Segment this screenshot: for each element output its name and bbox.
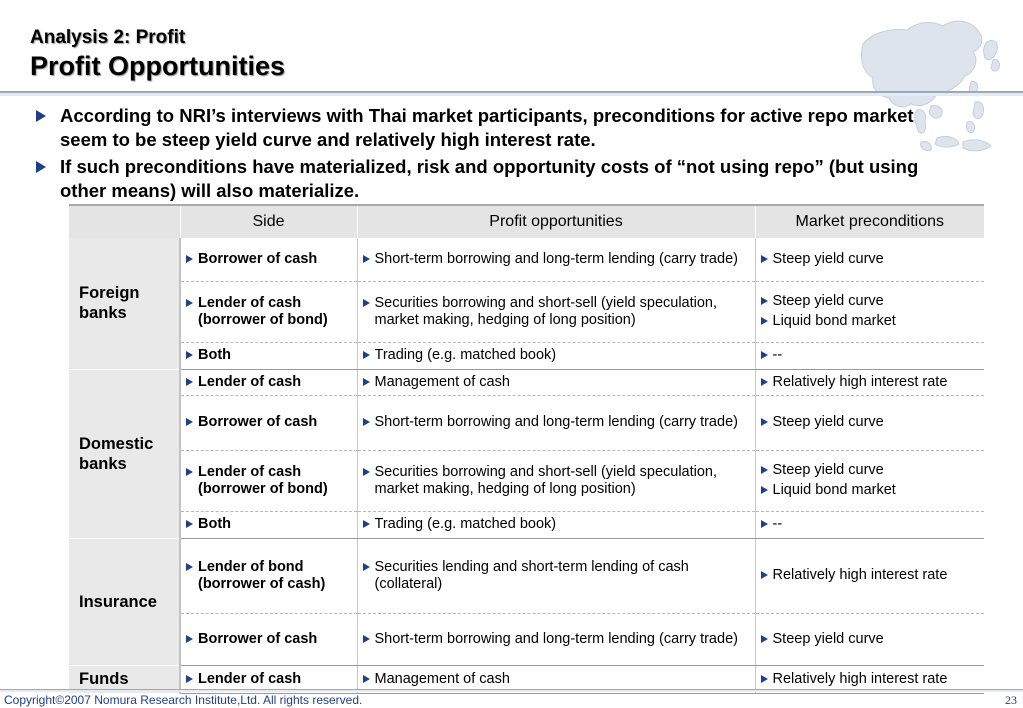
- precondition-text: Steep yield curve: [761, 462, 979, 479]
- side-cell: [180, 450, 357, 511]
- profit-opportunities-table: [69, 204, 984, 694]
- side-cell: [180, 538, 357, 613]
- profit-text: Management of cash: [363, 374, 749, 391]
- group-domestic-banks: Domestic banks: [69, 369, 180, 538]
- bullet-list: [36, 104, 926, 206]
- profit-text: Securities borrowing and short-sell (yield speculation, market making, hedging of long position): [363, 464, 749, 498]
- title-divider: [0, 91, 1023, 96]
- side-cell: [180, 613, 357, 665]
- side-cell: [180, 395, 357, 450]
- profit-text: Securities lending and short-term lending of cash (collateral): [363, 559, 749, 593]
- side-text: Lender of cash (borrower of bond): [186, 295, 351, 329]
- precondition-cell: [755, 369, 984, 395]
- profit-text: Short-term borrowing and long-term lending (carry trade): [363, 251, 749, 268]
- header-cell-profit: Profit opportunities: [357, 205, 755, 238]
- profit-text: Securities borrowing and short-sell (yield speculation, market making, hedging of long position): [363, 295, 749, 329]
- header-cell-side: Side: [180, 205, 357, 238]
- side-text: Lender of cash: [186, 374, 351, 391]
- precondition-text: Steep yield curve: [761, 631, 979, 648]
- side-text: Borrower of cash: [186, 414, 351, 431]
- group-funds: Funds: [69, 665, 180, 693]
- table-row: [69, 538, 984, 613]
- profit-cell: [357, 511, 755, 538]
- precondition-text: Relatively high interest rate: [761, 567, 979, 584]
- side-text: Borrower of cash: [186, 631, 351, 648]
- side-cell: [180, 342, 357, 369]
- profit-text: Trading (e.g. matched book): [363, 347, 749, 364]
- side-text: Lender of cash (borrower of bond): [186, 464, 351, 498]
- precondition-text: Steep yield curve: [761, 293, 979, 310]
- copyright-text: Copyright©2007 Nomura Research Institute,Ltd. All rights reserved.: [4, 693, 363, 707]
- profit-cell: [357, 395, 755, 450]
- table-row: [69, 342, 984, 369]
- precondition-text: --: [761, 516, 979, 533]
- bullet-text: If such preconditions have materialized, risk and opportunity costs of “not using repo” (but using other means) will also materialize.: [60, 156, 919, 201]
- profit-text: Short-term borrowing and long-term lending (carry trade): [363, 631, 749, 648]
- side-cell: [180, 238, 357, 281]
- precondition-text: Relatively high interest rate: [761, 671, 979, 688]
- triangle-bullet-icon: [36, 161, 46, 173]
- precondition-text: Steep yield curve: [761, 251, 979, 268]
- footer-divider: [0, 689, 1023, 692]
- profit-cell: [357, 281, 755, 342]
- table-row: [69, 395, 984, 450]
- precondition-cell: [755, 342, 984, 369]
- profit-cell: [357, 238, 755, 281]
- precondition-cell: [755, 538, 984, 613]
- header-cell-preconditions: Market preconditions: [755, 205, 984, 238]
- profit-text: Management of cash: [363, 671, 749, 688]
- profit-cell: [357, 342, 755, 369]
- precondition-cell: [755, 395, 984, 450]
- side-text: Both: [186, 516, 351, 533]
- precondition-cell: [755, 450, 984, 511]
- side-cell: [180, 369, 357, 395]
- profit-text: Short-term borrowing and long-term lending (carry trade): [363, 414, 749, 431]
- bullet-text: According to NRI’s interviews with Thai market participants, preconditions for active repo market seem to be steep yield curve and relatively high interest rate.: [60, 105, 914, 150]
- table-row: [69, 281, 984, 342]
- group-foreign-banks: Foreign banks: [69, 238, 180, 369]
- side-text: Lender of cash: [186, 671, 351, 688]
- side-cell: [180, 281, 357, 342]
- side-text: Borrower of cash: [186, 251, 351, 268]
- page-number: 23: [1005, 693, 1017, 707]
- side-text: Lender of bond (borrower of cash): [186, 559, 351, 593]
- precondition-cell: [755, 613, 984, 665]
- side-text: Both: [186, 347, 351, 364]
- slide-subtitle: Analysis 2: Profit: [30, 27, 186, 48]
- table-row: [69, 238, 984, 281]
- table-row: [69, 450, 984, 511]
- profit-cell: [357, 538, 755, 613]
- profit-text: Trading (e.g. matched book): [363, 516, 749, 533]
- table-row: [69, 613, 984, 665]
- precondition-cell: [755, 511, 984, 538]
- group-insurance: Insurance: [69, 538, 180, 665]
- table-row: [69, 369, 984, 395]
- table-header-row: [69, 205, 984, 238]
- slide-title: Profit Opportunities: [30, 51, 285, 81]
- precondition-cell: [755, 238, 984, 281]
- precondition-text: --: [761, 347, 979, 364]
- bullet-item: [36, 155, 926, 203]
- profit-cell: [357, 450, 755, 511]
- precondition-text: Liquid bond market: [761, 313, 979, 330]
- bullet-item: [36, 104, 926, 152]
- precondition-text: Relatively high interest rate: [761, 374, 979, 391]
- table-row: [69, 511, 984, 538]
- profit-cell: [357, 369, 755, 395]
- side-cell: [180, 511, 357, 538]
- precondition-cell: [755, 281, 984, 342]
- profit-cell: [357, 613, 755, 665]
- precondition-text: Liquid bond market: [761, 482, 979, 499]
- triangle-bullet-icon: [36, 110, 46, 122]
- header-cell-empty: [69, 205, 180, 238]
- precondition-text: Steep yield curve: [761, 414, 979, 431]
